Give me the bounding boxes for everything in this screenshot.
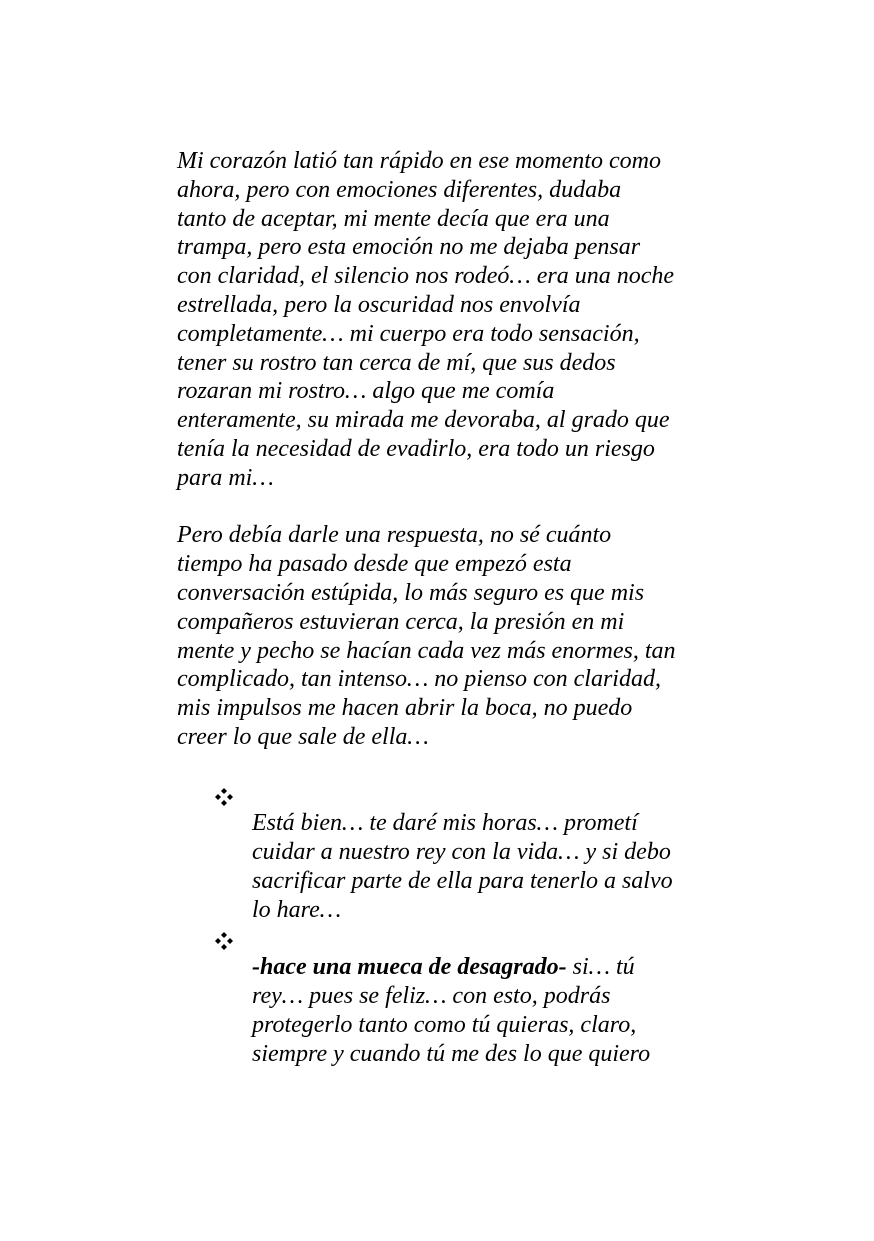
- paragraph-2: Pero debía darle una respuesta, no sé cuánto tiempo ha pasado desde que empezó esta conversación estúpida, lo más seguro es que mis compañeros estuvieran cerca, la presión en mi mente y pecho se hacían cada vez más enormes, tan complicado, tan intenso… no pienso con claridad, mis impulsos me hacen abrir la boca, no puedo creer lo que sale de ella…: [177, 522, 676, 750]
- four-diamond-bullet-icon: [215, 932, 233, 950]
- list-item: [177, 925, 707, 1069]
- list-item: [177, 781, 707, 925]
- document-body: [177, 147, 707, 1069]
- list-item-text: si… tú rey… pues se feliz… con esto, podrás protegerlo tanto como tú quieras, claro, siempre y cuando tú me des lo que quiero: [252, 954, 651, 1067]
- dialogue-list: [177, 781, 707, 1069]
- list-item-text: Está bien… te daré mis horas… prometí cuidar a nuestro rey con la vida… y si debo sacrificar parte de ella para tenerlo a salvo lo hare…: [252, 810, 673, 923]
- stage-direction: -hace una mueca de desagrado-: [252, 954, 567, 981]
- four-diamond-bullet-icon: [215, 788, 233, 806]
- paragraph-1: Mi corazón latió tan rápido en ese momento como ahora, pero con emociones diferentes, dudaba tanto de aceptar, mi mente decía que era una trampa, pero esta emoción no me dejaba pensar con claridad, el silencio nos rodeó… era una noche estrellada, pero la oscuridad nos envolvía completamente… mi cuerpo era todo sensación, tener su rostro tan cerca de mí, que sus dedos rozaran mi rostro… algo que me comía enteramente, su mirada me devoraba, al grado que tenía la necesidad de evadirlo, era todo un riesgo para mi…: [177, 148, 675, 491]
